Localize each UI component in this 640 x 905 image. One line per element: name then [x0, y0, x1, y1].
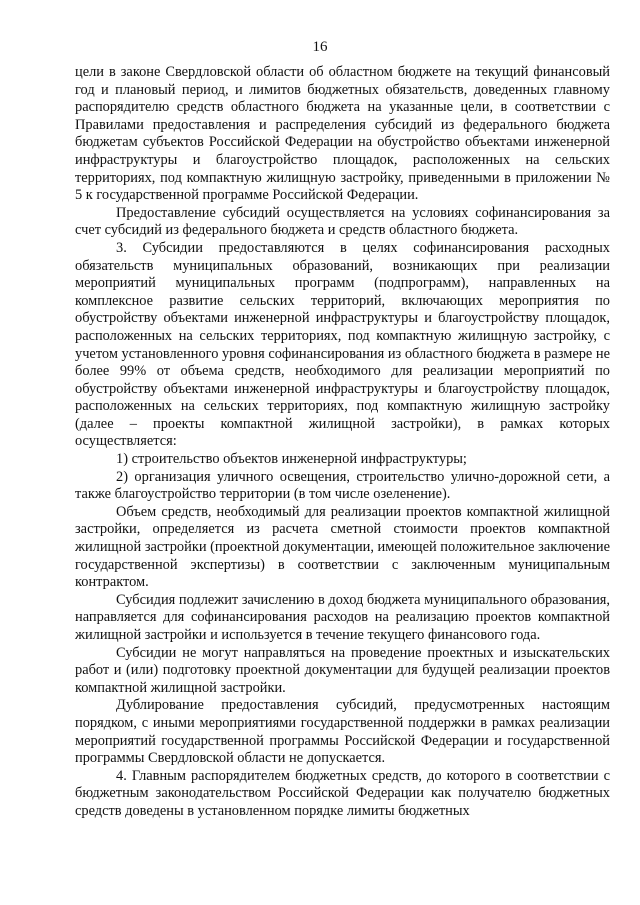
paragraph: Объем средств, необходимый для реализации проектов компактной жилищной застройки, определяется из расчета сметной стоимости проектов компактной жилищной застройки (проектной документации, имеющей положительное заключение государственной экспертизы) в соответствии с заключенным муниципальным контрактом.	[75, 503, 610, 591]
paragraph: Предоставление субсидий осуществляется на условиях софинансирования за счет субсидий из федерального бюджета и средств областного бюджета.	[75, 204, 610, 239]
list-item: 2) организация уличного освещения, строительство улично-дорожной сети, а также благоустройство территории (в том числе озеленение).	[75, 468, 610, 503]
paragraph: Субсидия подлежит зачислению в доход бюджета муниципального образования, направляется для софинансирования расходов на реализацию проектов компактной жилищной застройки и используется в течение текущего финансового года.	[75, 591, 610, 643]
paragraph: Субсидии не могут направляться на проведение проектных и изыскательских работ и (или) подготовку проектной документации для будущей реализации проектов компактной жилищной застройки.	[75, 644, 610, 696]
paragraph: 4. Главным распорядителем бюджетных средств, до которого в соответствии с бюджетным законодательством Российской Федерации как получателю бюджетных средств доведены в установленном порядке лимиты бюджетных	[75, 767, 610, 819]
page-number: 16	[312, 39, 328, 55]
paragraph: 3. Субсидии предоставляются в целях софинансирования расходных обязательств муниципальных образований, возникающих при реализации мероприятий муниципальных программ (подпрограмм), направленных на комплексное развитие сельских территорий, включающих мероприятия по обустройству объектами инженерной инфраструктуры и благоустройству площадок, расположенных на сельских территориях, под компактную жилищную застройку, с учетом установленного уровня софинансирования из областного бюджета в размере не более 99% от объема средств, необходимого для реализации мероприятий по обустройству объектами инженерной инфраструктуры и благоустройству площадок, расположенных на сельских территориях, под компактную жилищную застройку (далее – проекты компактной жилищной застройки), в рамках которых осуществляется:	[75, 239, 610, 450]
paragraph: цели в законе Свердловской области об областном бюджете на текущий финансовый год и плановый период, и лимитов бюджетных обязательств, доведенных главному распорядителю средств областного бюджета на указанные цели, в соответствии с Правилами предоставления и распределения субсидий из федерального бюджета бюджетам субъектов Российской Федерации на обустройство объектами инженерной инфраструктуры и благоустройство площадок, расположенных на сельских территориях, под компактную жилищную застройку, приведенными в приложении № 5 к государственной программе Российской Федерации.	[75, 64, 610, 204]
list-item: 1) строительство объектов инженерной инфраструктуры;	[116, 451, 467, 468]
document-body	[75, 64, 610, 821]
paragraph: Дублирование предоставления субсидий, предусмотренных настоящим порядком, с иными мероприятиями государственной поддержки в рамках реализации мероприятий государственной программы Российской Федерации и государственной программы Свердловской области не допускается.	[75, 697, 610, 767]
